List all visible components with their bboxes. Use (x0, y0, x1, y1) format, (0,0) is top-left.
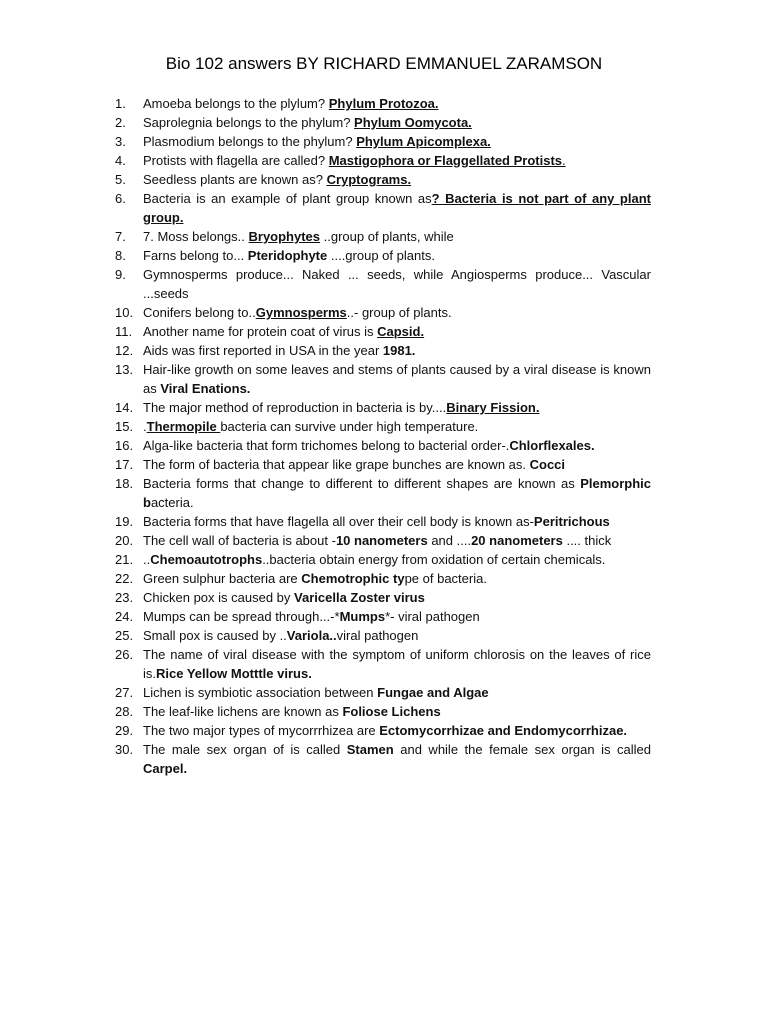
list-item (100, 132, 660, 151)
item-number: 9. (115, 267, 126, 282)
question-text: Amoeba belongs to the plylum? (143, 96, 329, 111)
list-item (100, 341, 660, 360)
item-number: 3. (115, 134, 126, 149)
list-item (100, 550, 660, 569)
answer-text: Bryophytes (248, 229, 321, 244)
question-text: Another name for protein coat of virus is (143, 324, 378, 339)
answer-text: Chemotrophic ty (301, 571, 405, 586)
question-text: Protists with flagella are called? (143, 153, 329, 168)
list-item (100, 607, 660, 626)
list-item (100, 113, 660, 132)
list-item (100, 721, 660, 740)
list-item (100, 360, 660, 398)
item-number: 26. (115, 647, 134, 662)
list-item (100, 740, 660, 778)
question-text: 7. Moss belongs.. (143, 229, 249, 244)
list-item (100, 569, 660, 588)
list-item (100, 702, 660, 721)
answer-text: Foliose Lichens (342, 704, 441, 719)
list-item (100, 455, 660, 474)
question-text: Hair-like growth on some leaves and stems of plants caused by a viral disease is known as (143, 362, 651, 396)
question-text: Conifers belong to.. (143, 305, 256, 320)
question-text-after: ..bacteria obtain energy from oxidation of certain chemicals. (262, 552, 606, 567)
question-text: The name of viral disease with the symptom of uniform chlorosis on the leaves of rice is. (143, 647, 651, 681)
answer-text: Fungae and Algae (377, 685, 489, 700)
answer-text-2: 20 nanometers (471, 533, 563, 548)
item-number: 22. (115, 571, 134, 586)
item-number: 17. (115, 457, 134, 472)
answer-text: Gymnosperms (255, 305, 347, 320)
list-item (100, 227, 660, 246)
item-number: 16. (115, 438, 134, 453)
question-text: Small pox is caused by .. (143, 628, 287, 643)
question-text: Bacteria forms that change to different to different shapes are known as (143, 476, 581, 491)
item-number: 18. (115, 476, 134, 491)
answer-text: Plemorphic b (143, 476, 651, 510)
list-item (100, 683, 660, 702)
answer-text: Pteridophyte (247, 248, 328, 263)
answer-text: Phylum Apicomplexa. (356, 134, 491, 149)
item-number: 30. (115, 742, 134, 757)
question-text: Aids was first reported in USA in the year (143, 343, 383, 358)
question-text-after: and while the female sex organ is called (393, 742, 651, 757)
question-text: The form of bacteria that appear like grape bunches are known as. (143, 457, 530, 472)
question-text-after: *- viral pathogen (385, 609, 480, 624)
item-number: 11. (115, 324, 133, 339)
answer-text: Viral Enations. (160, 381, 251, 396)
question-text-after: ..group of plants, while (320, 229, 454, 244)
question-text: Lichen is symbiotic association between (143, 685, 378, 700)
question-text-after: ....group of plants. (327, 248, 435, 263)
item-number: 25. (115, 628, 134, 643)
list-item (100, 94, 660, 113)
item-number: 20. (115, 533, 134, 548)
item-number: 6. (115, 191, 126, 206)
answer-text: 10 nanometers (335, 533, 428, 548)
answer-text: Chlorflexales. (509, 438, 595, 453)
item-number: 29. (115, 723, 134, 738)
question-text: Bacteria forms that have flagella all over their cell body is known as- (143, 514, 534, 529)
item-number: 19. (115, 514, 134, 529)
question-text-after: . (179, 210, 184, 225)
item-number: 15. (115, 419, 134, 434)
item-number: 13. (115, 362, 134, 377)
list-item (100, 170, 660, 189)
list-item (100, 151, 660, 170)
list-item (100, 398, 660, 417)
list-item (100, 588, 660, 607)
answer-text: Peritrichous (533, 514, 610, 529)
list-item (100, 531, 660, 550)
question-text: Bacteria is an example of plant group known as (143, 191, 432, 206)
item-number: 7. (115, 229, 126, 244)
list-item (100, 436, 660, 455)
item-number: 27. (115, 685, 134, 700)
item-number: 21. (115, 552, 134, 567)
answer-text: Phylum Protozoa. (328, 96, 439, 111)
item-number: 14. (115, 400, 134, 415)
question-text: Green sulphur bacteria are (143, 571, 302, 586)
item-number: 8. (115, 248, 126, 263)
item-number: 23. (115, 590, 134, 605)
list-item (100, 189, 660, 227)
question-text-end: .... thick (562, 533, 612, 548)
document-title: Bio 102 answers BY RICHARD EMMANUEL ZARAMSON (165, 54, 603, 73)
answer-text: Binary Fission. (446, 400, 540, 415)
item-number: 24. (115, 609, 134, 624)
list-item (100, 246, 660, 265)
list-item (100, 303, 660, 322)
question-text: The major method of reproduction in bacteria is by.... (143, 400, 447, 415)
list-item (100, 645, 660, 683)
answer-text: Capsid. (377, 324, 425, 339)
list-item (100, 265, 660, 303)
item-number: 28. (115, 704, 134, 719)
question-text: Farns belong to... (143, 248, 248, 263)
answer-text-2: Carpel. (143, 761, 188, 776)
answer-text: 1981. (382, 343, 416, 358)
answer-text: Chemoautotrophs (150, 552, 263, 567)
question-text: Seedless plants are known as? (143, 172, 327, 187)
item-number: 1. (115, 96, 126, 111)
question-text-after: . (562, 153, 566, 168)
question-list (100, 94, 660, 778)
question-text: The leaf-like lichens are known as (143, 704, 343, 719)
answer-text: Phylum Oomycota. (354, 115, 472, 130)
question-text-after: pe of bacteria. (404, 571, 487, 586)
item-number: 5. (115, 172, 126, 187)
item-number: 2. (115, 115, 126, 130)
question-text-after: ..- group of plants. (346, 305, 452, 320)
question-text: The two major types of mycorrrhizea are (143, 723, 380, 738)
question-text-after: acteria. (150, 495, 194, 510)
answer-text: Mastigophora or Flaggellated Protists (328, 153, 563, 168)
question-text: Gymnosperms produce... Naked ... seeds, while Angiosperms produce... Vascular ...seeds (143, 267, 651, 301)
answer-text: Ectomycorrhizae and Endomycorrhizae. (379, 723, 628, 738)
question-text: The male sex organ of is called (143, 742, 347, 757)
answer-text: Varicella Zoster virus (294, 590, 425, 605)
list-item (100, 417, 660, 436)
list-item (100, 474, 660, 512)
question-text-after: bacteria can survive under high temperature. (220, 419, 479, 434)
item-number: 12. (115, 343, 134, 358)
question-text: Mumps can be spread through...-* (143, 609, 340, 624)
answer-text: Mumps (339, 609, 386, 624)
item-number: 4. (115, 153, 126, 168)
question-text: Plasmodium belongs to the phylum? (143, 134, 357, 149)
answer-text: Thermopile (146, 419, 221, 434)
question-text-after: and .... (427, 533, 472, 548)
question-text: . (143, 419, 147, 434)
answer-text: Variola.. (286, 628, 337, 643)
answer-text: Stamen (346, 742, 394, 757)
list-item (100, 322, 660, 341)
question-text: Alga-like bacteria that form trichomes belong to bacterial order-. (143, 438, 510, 453)
item-number: 10. (115, 305, 134, 320)
list-item (100, 512, 660, 531)
answer-text: Cryptograms. (326, 172, 412, 187)
answer-text: Cocci (529, 457, 566, 472)
question-text: The cell wall of bacteria is about - (143, 533, 336, 548)
question-text: Chicken pox is caused by (143, 590, 295, 605)
question-text: Saprolegnia belongs to the phylum? (143, 115, 355, 130)
question-text-after: viral pathogen (336, 628, 419, 643)
question-text: .. (143, 552, 151, 567)
list-item (100, 626, 660, 645)
answer-text: Rice Yellow Motttle virus. (156, 666, 312, 681)
answer-text: ? Bacteria is not part of any plant group (143, 191, 651, 225)
